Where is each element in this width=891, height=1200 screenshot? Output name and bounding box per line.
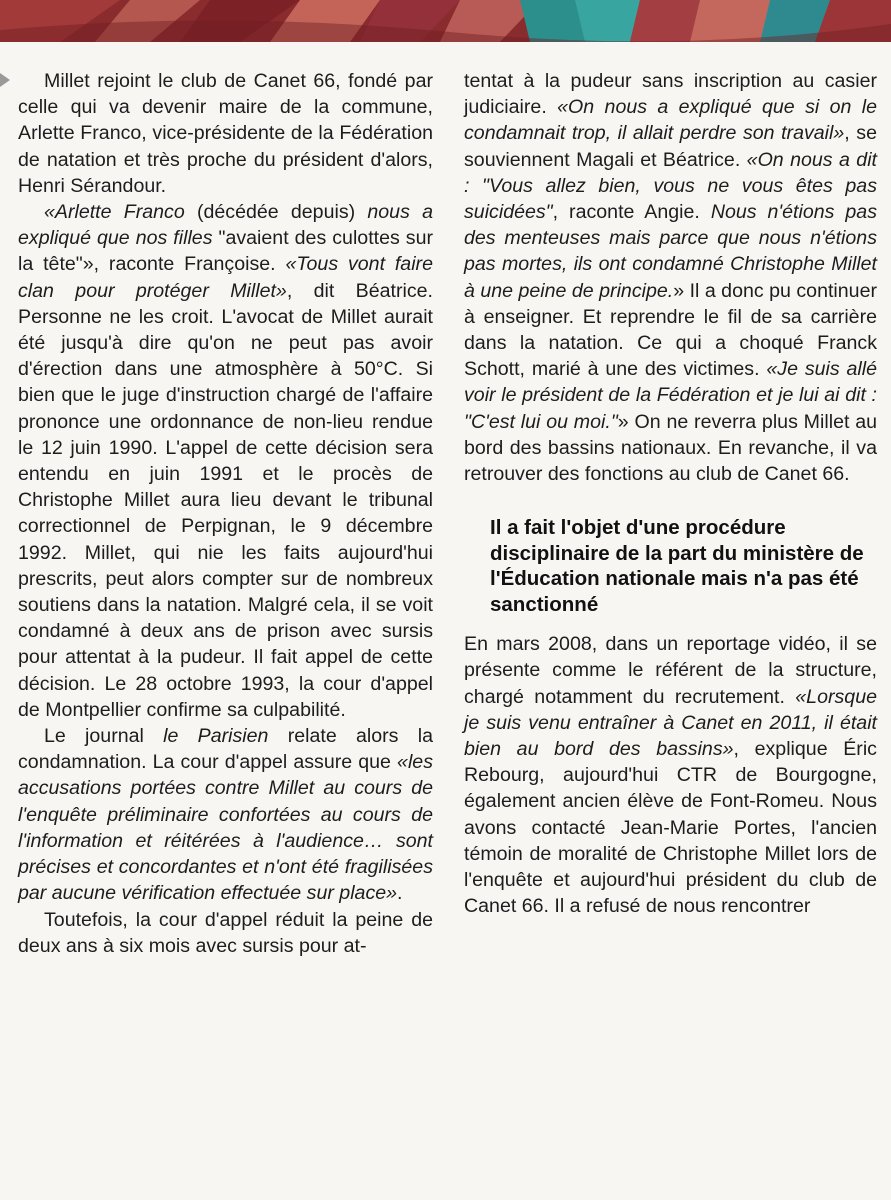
text-run: tentat à la pudeur sans inscription au casier judiciaire.	[464, 70, 877, 119]
text-run: Le journal	[44, 725, 164, 748]
right-column	[464, 68, 877, 919]
paragraph	[18, 723, 433, 906]
text-run: , se souviennent Magali et Béatrice.	[464, 122, 877, 171]
text-run: Toutefois, la cour d'appel réduit la peine de deux ans à six mois avec sursis pour at-	[18, 908, 433, 957]
italic-quote: «On nous a expliqué que si on le condamnait trop, il allait perdre son travail»	[464, 96, 877, 145]
subheading: Il a fait l'objet d'une procédure disciplinaire de la part du ministère de l'Éducation nationale mais n'a pas été sanctionné	[490, 516, 864, 616]
italic-quote: «Arlette Franco	[44, 201, 185, 224]
text-run: , raconte Angie.	[552, 201, 711, 224]
paragraph	[464, 68, 877, 487]
text-run: .	[397, 882, 403, 905]
paragraph	[18, 907, 433, 959]
text-run: (décédée depuis)	[184, 201, 368, 224]
text-run: , dit Béatrice. Personne ne les croit. L'avocat de Millet aurait été jusqu'à dire qu'on ne peut pas avoir d'érection dans une atmosphère à 50°C. Si bien que le juge d'instruction chargé de l'affaire prononce une ordonnance de non-lieu rendue le 12 juin 1990. L'appel de cette décision sera entendu en juin 1991 et le procès de Christophe Millet aura lieu devant le tribunal correctionnel de Perpignan, le 9 décembre 1992. Millet, qui nie les faits aujourd'hui prescrits, peut alors compter sur de nombreux soutiens dans la natation. Malgré cela, il se voit condamné à deux ans de prison avec sursis pour attentat à la pudeur. Il fait appel de cette décision. Le 28 octobre 1993, la cour d'appel de Montpellier confirme sa culpabilité.	[18, 279, 433, 721]
top-banner-image	[0, 0, 891, 42]
paragraph	[18, 199, 433, 723]
text-run: » Il a donc pu continuer à enseigner. Et reprendre le fil de sa carrière dans la natation. Ce qui a choqué Franck Schott, marié à une des victimes.	[464, 279, 877, 381]
continuation-arrow-icon	[0, 73, 10, 87]
italic-quote: «Je suis allé voir le président de la Fédération et je lui ai dit : "C'est lui ou moi."	[464, 358, 877, 433]
italic-quote: le Parisien	[163, 725, 269, 748]
italic-quote: «les accusations portées contre Millet au cours de l'enquête préliminaire confortées au cours de l'information et réitérées à l'audience… sont précises et concordantes et n'ont été fragilisées par aucune vérification effectuée sur place»	[18, 751, 433, 905]
left-column	[18, 68, 433, 959]
italic-quote: «Lorsque je suis venu entraîner à Canet en 2011, il était bien au bord des bassins»	[464, 685, 877, 761]
italic-quote: «Tous vont faire clan pour protéger Millet»	[18, 253, 433, 302]
italic-quote: Nous n'étions pas des menteuses mais parce que nous n'étions pas mortes, ils ont condamné Christophe Millet à une peine de principe.	[464, 201, 877, 302]
text-run: relate alors la condamnation. La cour d'appel assure que	[18, 725, 433, 774]
text-run: Millet rejoint le club de Canet 66, fondé par celle qui va devenir maire de la commune, Arlette Franco, vice-présidente de la Fédération de natation et très proche du président d'alors, Henri Sérandour.	[18, 70, 433, 197]
paragraph	[18, 68, 433, 199]
italic-quote: «On nous a dit : "Vous allez bien, vous ne vous êtes pas suicidées"	[464, 148, 877, 224]
italic-quote: nous a expliqué que nos filles	[18, 201, 433, 250]
text-run: » On ne reverra plus Millet au bord des bassins nationaux. En revanche, il va retrouver des fonctions au club de Canet 66.	[464, 410, 878, 486]
text-run: , explique Éric Rebourg, aujourd'hui CTR de Bourgogne, également ancien élève de Font-Romeu. Nous avons contacté Jean-Marie Portes, l'ancien témoin de moralité de Christophe Millet lors de l'enquête et aujourd'hui président du club de Canet 66. Il a refusé de nous rencontrer	[464, 738, 877, 918]
paragraph	[464, 631, 877, 919]
text-run: En mars 2008, dans un reportage vidéo, il se présente comme le référent de la structure, chargé notamment du recrutement.	[464, 633, 877, 708]
text-run: "avaient des culottes sur la tête"», raconte Françoise.	[18, 227, 433, 276]
